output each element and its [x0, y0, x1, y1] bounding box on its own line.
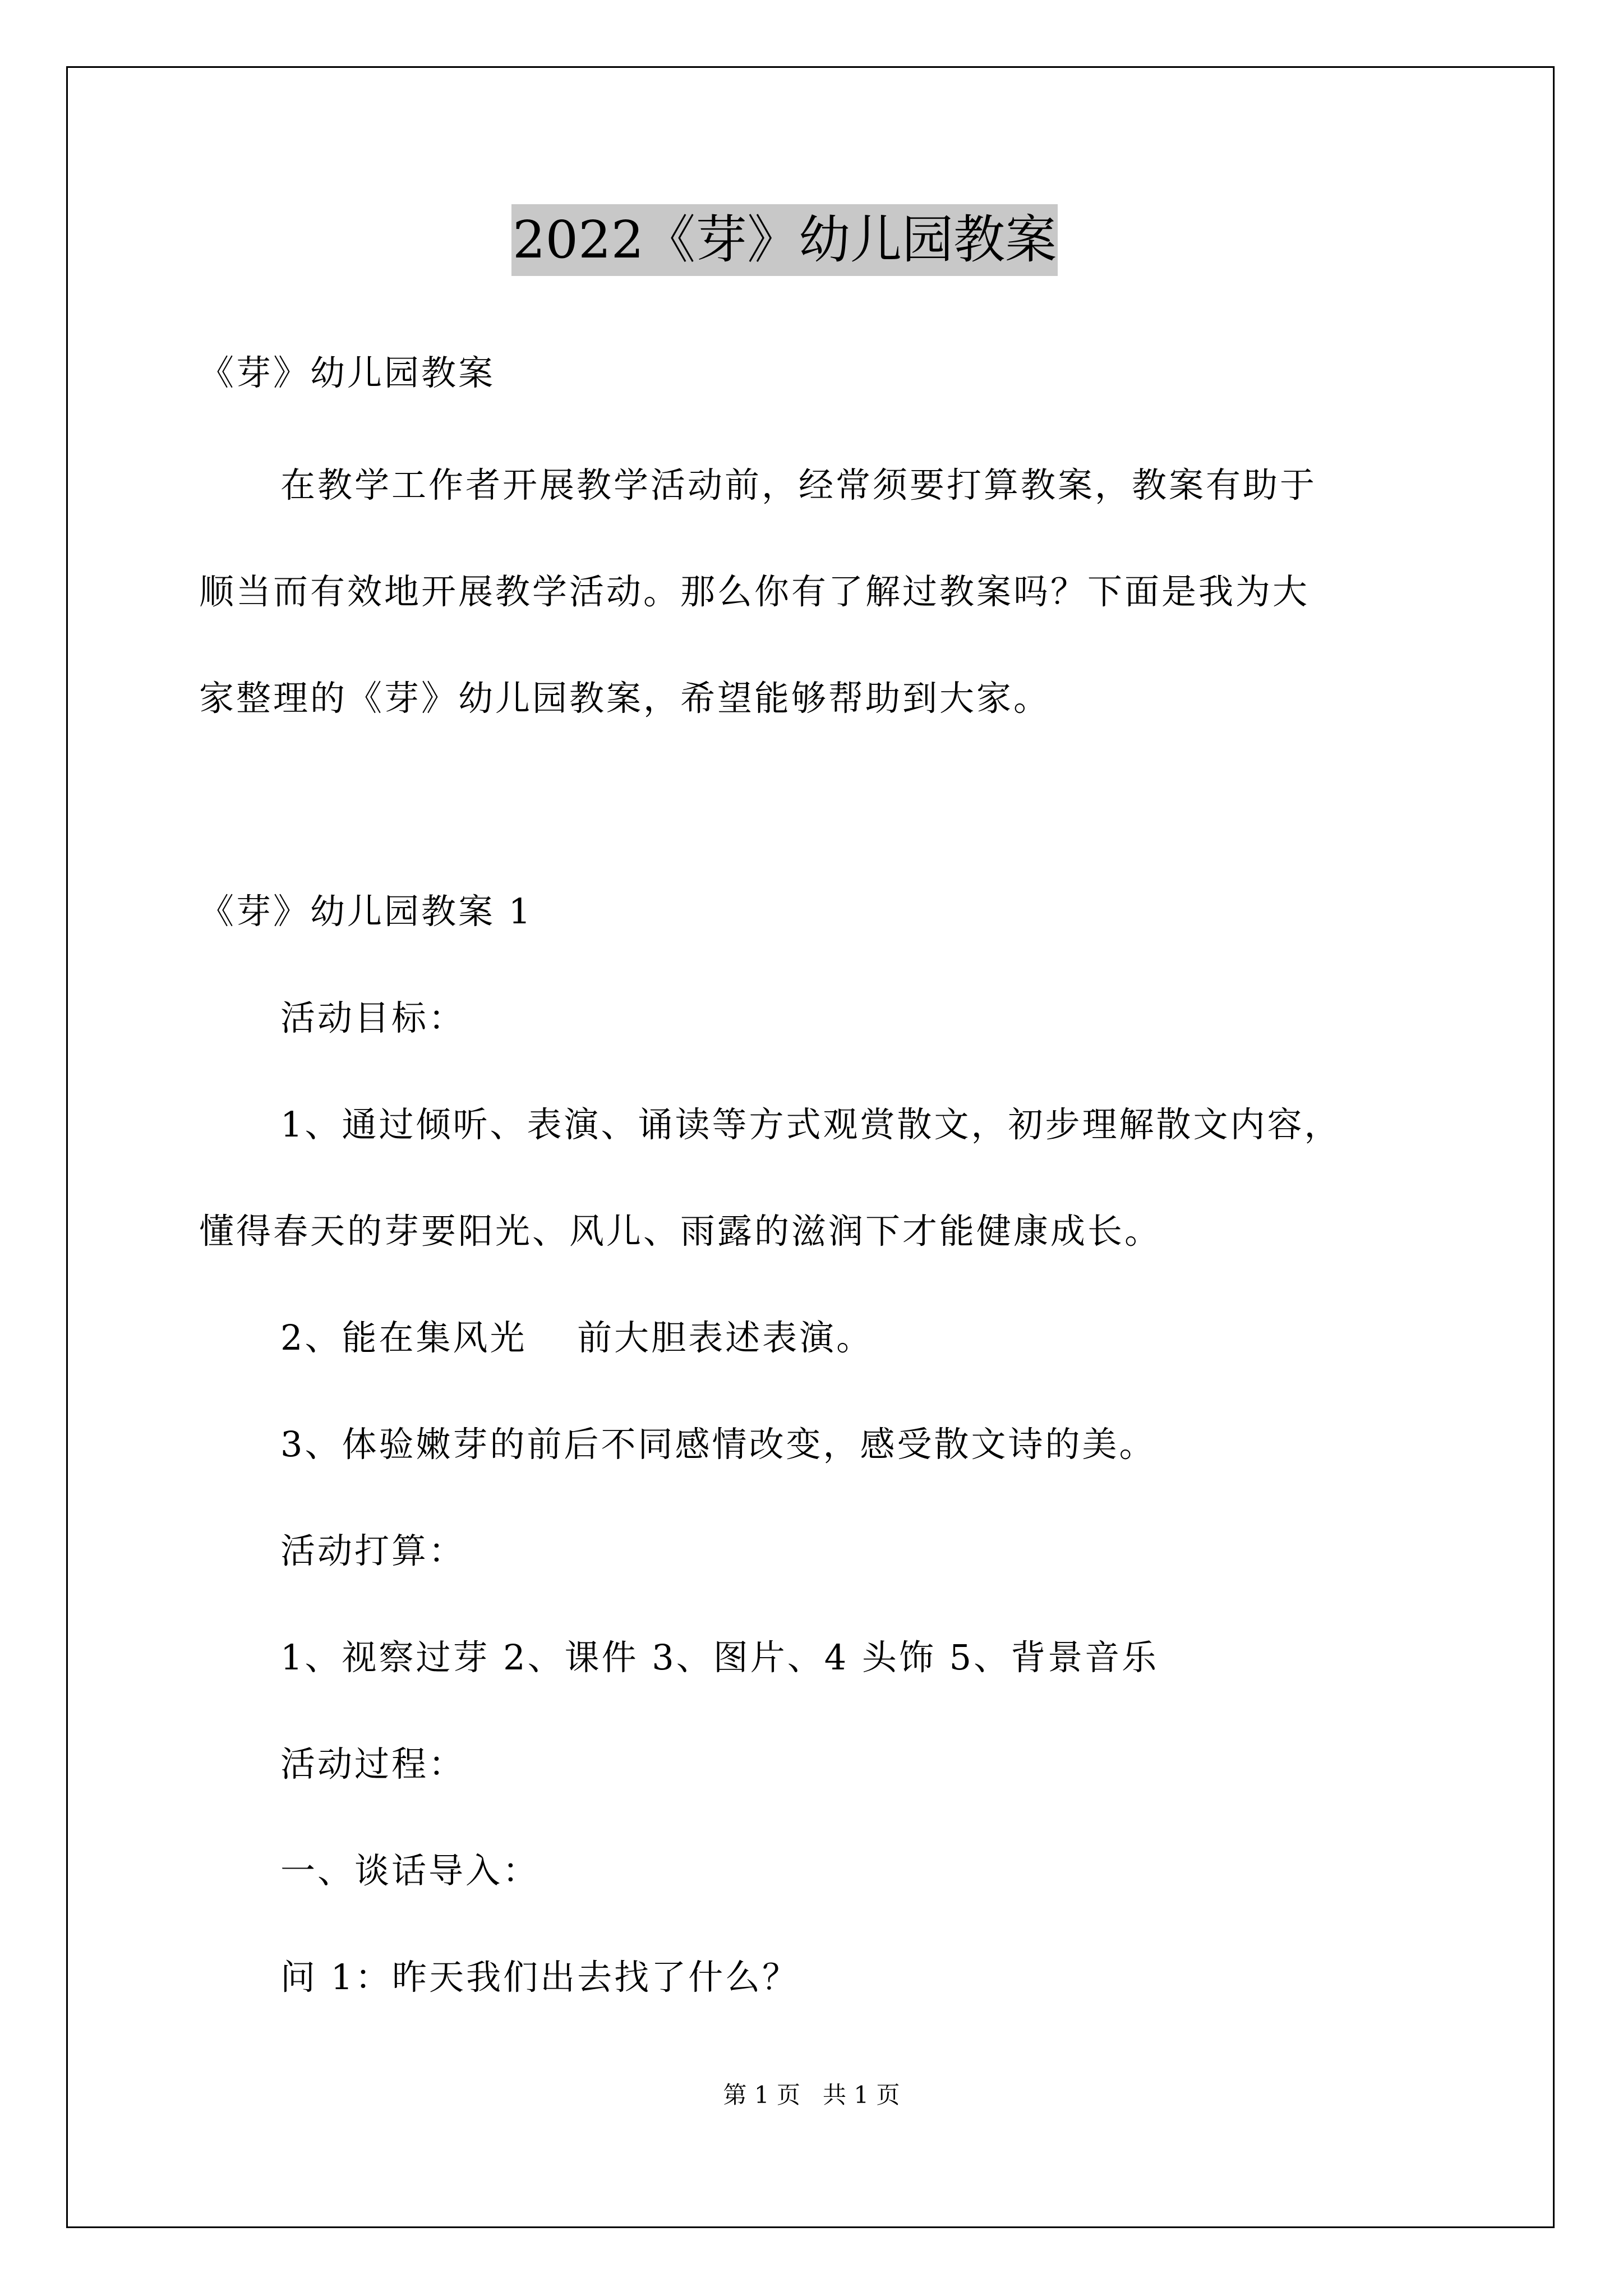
paragraph-line: 在教学工作者开展教学活动前，经常须要打算教案，教案有助于 — [280, 464, 1317, 505]
paragraph-line: 活动打算： — [280, 1530, 466, 1571]
paragraph-line: 问 1：昨天我们出去找了什么？ — [280, 1957, 800, 1998]
document-title: 2022《芽》幼儿园教案 — [511, 204, 1058, 276]
paragraph-line: 2、能在集风光 前大胆表述表演。 — [280, 1317, 874, 1358]
section-heading: 《芽》幼儿园教案 1 — [199, 891, 533, 932]
paragraph-line: 活动目标： — [280, 997, 466, 1038]
paragraph-line: 懂得春天的芽要阳光、风儿、雨露的滋润下才能健康成长。 — [199, 1211, 1162, 1251]
subtitle-line: 《芽》幼儿园教案 — [199, 352, 496, 393]
paragraph-line: 活动过程： — [280, 1743, 466, 1784]
paragraph-line: 1、视察过芽 2、课件 3、图片、4 头饰 5、背景音乐 — [280, 1637, 1159, 1678]
paragraph-line: 一、谈话导入： — [280, 1850, 540, 1891]
paragraph-line: 顺当而有效地开展教学活动。那么你有了解过教案吗？下面是我为大 — [199, 571, 1310, 612]
paragraph-line: 1、通过倾听、表演、诵读等方式观赏散文，初步理解散文内容， — [280, 1104, 1341, 1145]
paragraph-line: 3、体验嫩芽的前后不同感情改变，感受散文诗的美。 — [280, 1424, 1156, 1465]
paragraph-line: 家整理的《芽》幼儿园教案，希望能够帮助到大家。 — [199, 678, 1051, 719]
page-footer: 第 1 页 共 1 页 — [723, 2081, 900, 2109]
